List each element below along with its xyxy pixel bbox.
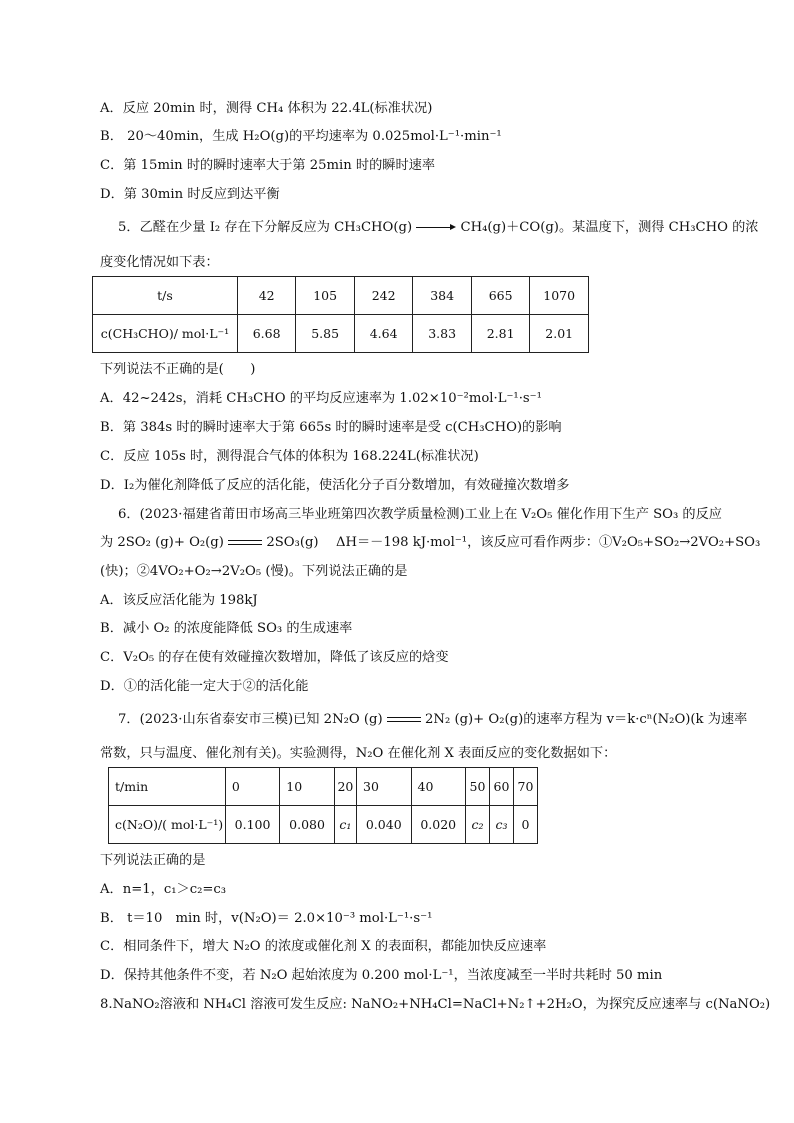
q5-stem-line2: 度变化情况如下表：	[100, 255, 219, 270]
q6-stem-line1: 6．(2023·福建省莆田市场高三毕业班第四次教学质量检测)工业上在 V₂O₅ 催化作用下生产 SO₃ 的反应	[118, 507, 722, 522]
q7-time-cell: 70	[513, 768, 537, 806]
q5-conc-cell: 4.64	[354, 315, 413, 353]
q7-time-cell: 40	[411, 768, 465, 806]
q5-time-cell: 384	[413, 277, 472, 315]
q5-option-b: B．第 384s 时的瞬时速率大于第 665s 时的瞬时速率是受 c(CH₃CHO)的影响	[100, 420, 562, 435]
q7-data-table	[108, 767, 538, 844]
q5-stem-line1	[118, 219, 758, 237]
table-row	[93, 315, 589, 353]
q7-option-c: C．相同条件下，增大 N₂O 的浓度或催化剂 X 的表面积，都能加快反应速率	[100, 939, 547, 954]
q7-conc-cell: c₃	[489, 806, 513, 844]
q5-conc-cell: 2.01	[530, 315, 589, 353]
q7-time-cell: 20	[334, 768, 356, 806]
q7-conc-cell: 0.040	[357, 806, 411, 844]
q5-conc-cell: 6.68	[237, 315, 296, 353]
q5-row1-label: t/s	[93, 277, 238, 315]
q6-stem-line2-a: 为 2SO₂ (g)+ O₂(g)	[100, 535, 224, 550]
q8-stem-line1: 8.NaNO₂溶液和 NH₄Cl 溶液可发生反应: NaNO₂+NH₄Cl=NaCl+N₂↑+2H₂O，为探究反应速率与 c(NaNO₂)	[100, 997, 771, 1012]
q5-ask: 下列说法不正确的是( )	[100, 362, 256, 377]
table-row	[93, 277, 589, 315]
q7-conc-cell: 0	[513, 806, 537, 844]
q5-data-table	[92, 276, 589, 353]
q5-conc-cell: 3.83	[413, 315, 472, 353]
q5-conc-cell: 5.85	[296, 315, 355, 353]
q5-time-cell: 42	[237, 277, 296, 315]
q5-time-cell: 242	[354, 277, 413, 315]
q6-option-b: B．减小 O₂ 的浓度能降低 SO₃ 的生成速率	[100, 621, 353, 636]
reaction-arrow-icon	[416, 223, 456, 233]
q7-conc-cell: c₂	[465, 806, 489, 844]
q7-conc-cell: 0.020	[411, 806, 465, 844]
equilibrium-arrow-icon	[228, 538, 262, 548]
q5-stem-line1-b: CH₄(g)＋CO(g)。某温度下，测得 CH₃CHO 的浓	[460, 220, 759, 235]
q5-time-cell: 665	[471, 277, 530, 315]
q4-option-a: A．反应 20min 时，测得 CH₄ 体积为 22.4L(标准状况)	[100, 101, 433, 116]
q4-option-b: B． 20～40min，生成 H₂O(g)的平均速率为 0.025mol·L⁻¹·min⁻¹	[100, 129, 502, 144]
q6-stem-line2	[100, 534, 760, 552]
q7-time-cell: 60	[489, 768, 513, 806]
q7-conc-cell: 0.080	[280, 806, 334, 844]
q4-option-c: C．第 15min 时的瞬时速率大于第 25min 时的瞬时速率	[100, 158, 436, 173]
q5-option-c: C．反应 105s 时，测得混合气体的体积为 168.224L(标准状况)	[100, 449, 479, 464]
q7-time-cell: 50	[465, 768, 489, 806]
q7-time-cell: 10	[280, 768, 334, 806]
q5-time-cell: 105	[296, 277, 355, 315]
q7-option-b: B． t＝10 min 时，v(N₂O)＝ 2.0×10⁻³ mol·L⁻¹·s⁻¹	[100, 911, 433, 926]
q6-option-c: C．V₂O₅ 的存在使有效碰撞次数增加，降低了该反应的焓变	[100, 650, 449, 665]
table-row	[109, 768, 538, 806]
q7-stem-line1	[118, 711, 747, 729]
q5-option-d: D．I₂为催化剂降低了反应的活化能，使活化分子百分数增加，有效碰撞次数增多	[100, 478, 570, 493]
q6-option-d: D．①的活化能一定大于②的活化能	[100, 679, 309, 694]
q7-time-cell: 30	[357, 768, 411, 806]
q7-ask: 下列说法正确的是	[100, 853, 206, 868]
q7-time-cell: 0	[225, 768, 279, 806]
q5-time-cell: 1070	[530, 277, 589, 315]
q6-stem-line3: (快)；②4VO₂+O₂→2V₂O₅ (慢)。下列说法正确的是	[100, 564, 408, 579]
table-row	[109, 806, 538, 844]
q6-stem-line2-b: 2SO₃(g) ΔH＝－198 kJ·mol⁻¹，该反应可看作两步：①V₂O₅+SO₂→2VO₂+SO₃	[266, 535, 761, 550]
q5-conc-cell: 2.81	[471, 315, 530, 353]
q7-stem-line1-b: 2N₂ (g)+ O₂(g)的速率方程为 v＝k·cⁿ(N₂O)(k 为速率	[425, 712, 748, 727]
q7-option-d: D．保持其他条件不变，若 N₂O 起始浓度为 0.200 mol·L⁻¹，当浓度减至一半时共耗时 50 min	[100, 968, 663, 983]
q4-option-d: D．第 30min 时反应到达平衡	[100, 187, 280, 202]
q7-stem-line2: 常数，只与温度、催化剂有关)。实验测得，N₂O 在催化剂 X 表面反应的变化数据如下：	[100, 746, 617, 761]
q7-stem-line1-a: 7．(2023·山东省泰安市三模)已知 2N₂O (g)	[118, 712, 383, 727]
q7-row1-label: t/min	[109, 768, 226, 806]
q5-row2-label: c(CH₃CHO)/ mol·L⁻¹	[93, 315, 238, 353]
q7-row2-label: c(N₂O)/( mol·L⁻¹)	[109, 806, 226, 844]
equilibrium-arrow-icon	[387, 715, 421, 725]
q6-option-a: A．该反应活化能为 198kJ	[100, 593, 258, 608]
q7-conc-cell: 0.100	[225, 806, 279, 844]
q5-option-a: A．42~242s，消耗 CH₃CHO 的平均反应速率为 1.02×10⁻²mol·L⁻¹·s⁻¹	[100, 391, 542, 406]
q5-stem-line1-a: 5．乙醛在少量 I₂ 存在下分解反应为 CH₃CHO(g)	[118, 220, 413, 235]
q7-option-a: A．n=1，c₁＞c₂=c₃	[100, 882, 227, 897]
q7-conc-cell: c₁	[334, 806, 356, 844]
